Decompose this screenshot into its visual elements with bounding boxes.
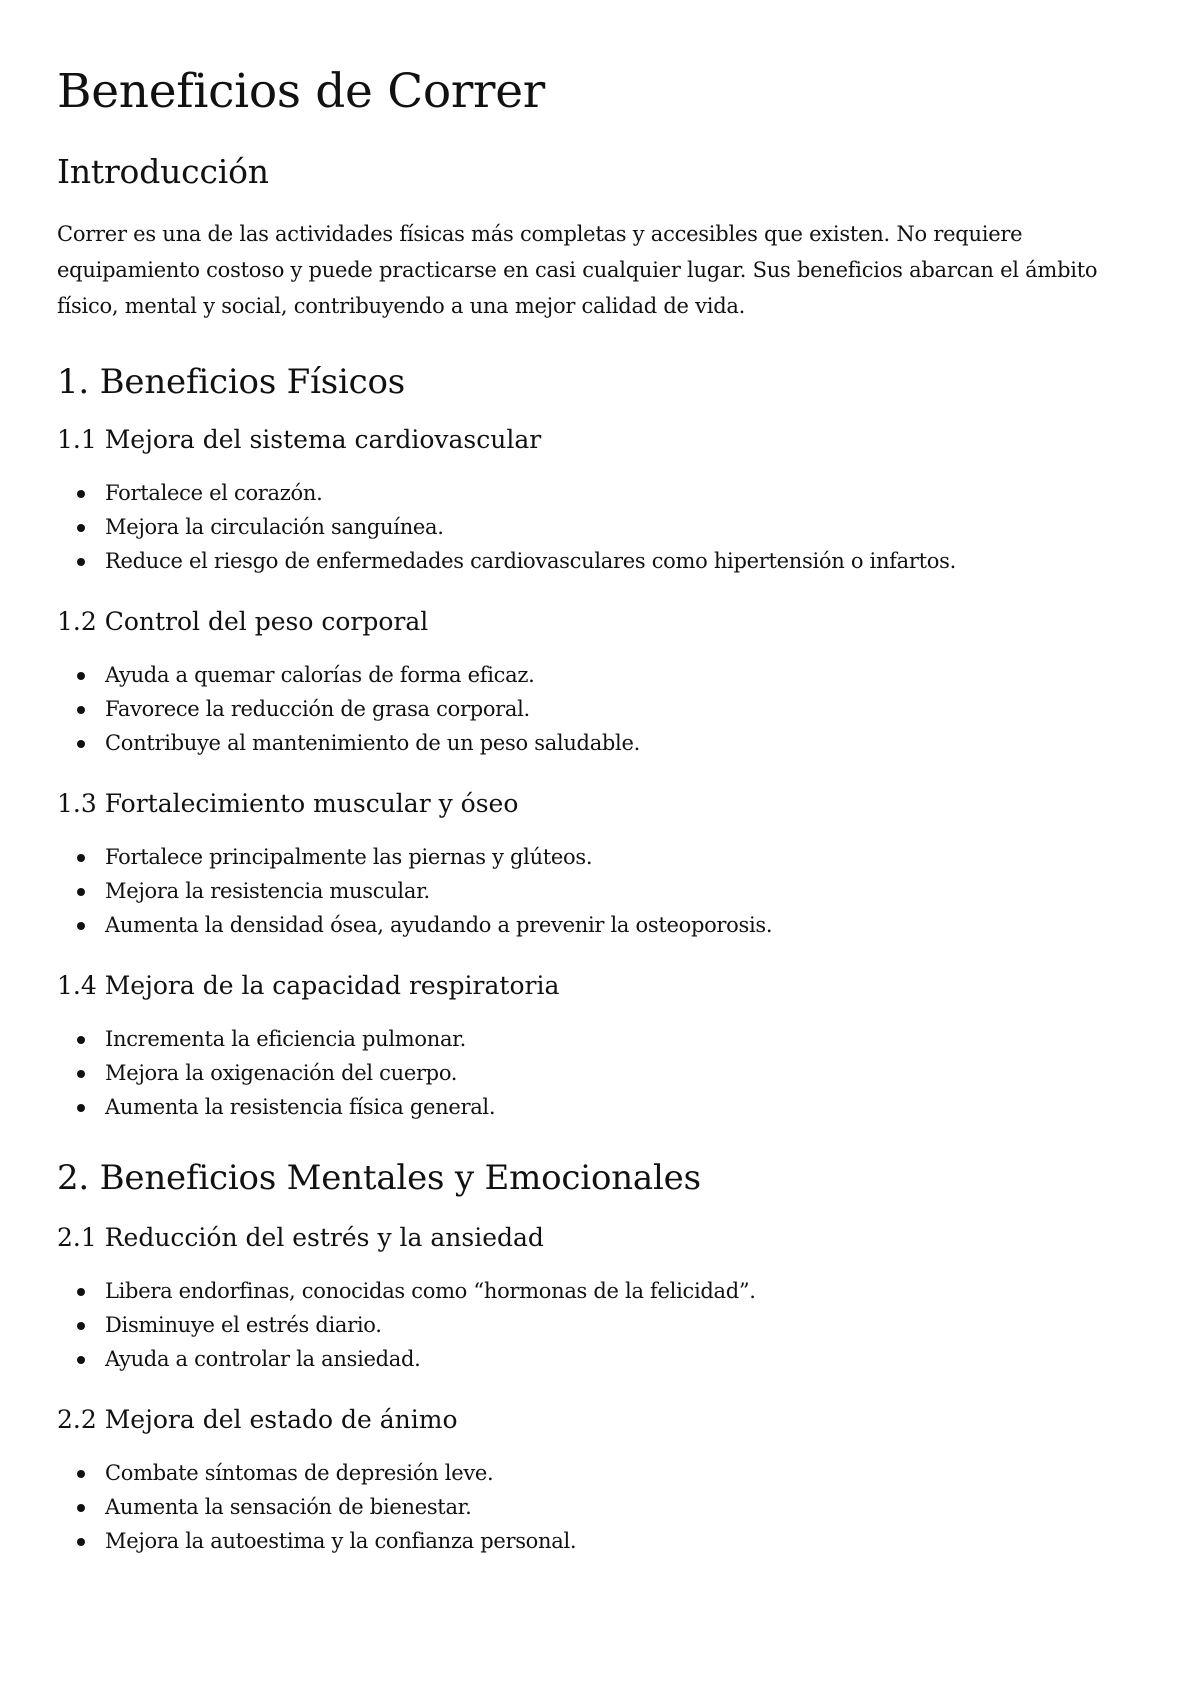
list-item: Reduce el riesgo de enfermedades cardiovasculares como hipertensión o infartos. — [57, 544, 1143, 578]
list-item: Ayuda a quemar calorías de forma eficaz. — [57, 658, 1143, 692]
introduction-heading: Introducción — [57, 152, 269, 191]
bullet-list — [57, 1022, 1143, 1124]
bullet-list — [57, 476, 1143, 578]
section-heading: 2. Beneficios Mentales y Emocionales — [57, 1158, 701, 1198]
list-item: Incrementa la eficiencia pulmonar. — [57, 1022, 1143, 1056]
bullet-list — [57, 658, 1143, 760]
list-item: Mejora la autoestima y la confianza personal. — [57, 1524, 1143, 1558]
list-item: Ayuda a controlar la ansiedad. — [57, 1342, 1143, 1376]
list-item: Favorece la reducción de grasa corporal. — [57, 692, 1143, 726]
subsection-heading: 1.3 Fortalecimiento muscular y óseo — [57, 789, 519, 818]
subsection-heading: 1.4 Mejora de la capacidad respiratoria — [57, 971, 560, 1000]
section-mental-benefits — [57, 1154, 1143, 1558]
list-item: Mejora la oxigenación del cuerpo. — [57, 1056, 1143, 1090]
list-item: Aumenta la sensación de bienestar. — [57, 1490, 1143, 1524]
list-item: Disminuye el estrés diario. — [57, 1308, 1143, 1342]
subsection-stress-anxiety — [57, 1221, 1143, 1376]
list-item: Libera endorfinas, conocidas como “hormonas de la felicidad”. — [57, 1274, 1143, 1308]
section-heading: 1. Beneficios Físicos — [57, 362, 406, 402]
subsection-heading: 2.2 Mejora del estado de ánimo — [57, 1405, 458, 1434]
list-item: Contribuye al mantenimiento de un peso saludable. — [57, 726, 1143, 760]
subsection-respiratory — [57, 969, 1143, 1124]
list-item: Fortalece el corazón. — [57, 476, 1143, 510]
subsection-heading: 1.1 Mejora del sistema cardiovascular — [57, 425, 542, 454]
subsection-muscle-bone — [57, 787, 1143, 942]
list-item: Aumenta la resistencia física general. — [57, 1090, 1143, 1124]
subsection-heading: 2.1 Reducción del estrés y la ansiedad — [57, 1223, 544, 1252]
document-title: Beneficios de Correr — [57, 64, 545, 119]
subsection-mood — [57, 1403, 1143, 1558]
list-item: Mejora la resistencia muscular. — [57, 874, 1143, 908]
bullet-list — [57, 1456, 1143, 1558]
subsection-heading: 1.2 Control del peso corporal — [57, 607, 429, 636]
section-physical-benefits — [57, 358, 1143, 1124]
list-item: Aumenta la densidad ósea, ayudando a prevenir la osteoporosis. — [57, 908, 1143, 942]
bullet-list — [57, 1274, 1143, 1376]
bullet-list — [57, 840, 1143, 942]
list-item: Combate síntomas de depresión leve. — [57, 1456, 1143, 1490]
subsection-cardiovascular — [57, 423, 1143, 578]
list-item: Fortalece principalmente las piernas y glúteos. — [57, 840, 1143, 874]
introduction-paragraph: Correr es una de las actividades físicas más completas y accesibles que existen. No requiere equipamiento costoso y puede practicarse en casi cualquier lugar. Sus beneficios abarcan el ámbito físico, mental y social, contribuyendo a una mejor calidad de vida. — [57, 222, 1098, 318]
list-item: Mejora la circulación sanguínea. — [57, 510, 1143, 544]
subsection-weight-control — [57, 605, 1143, 760]
